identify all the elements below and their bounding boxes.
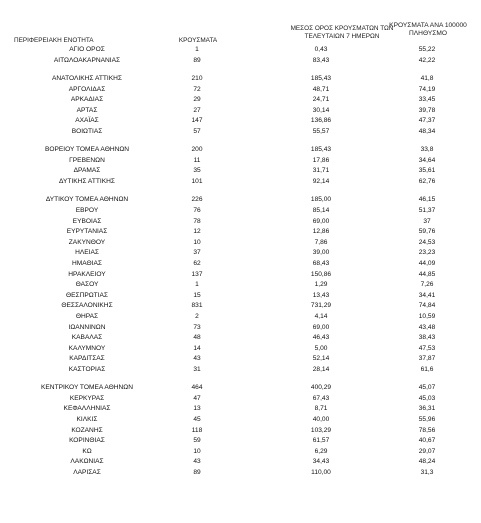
table-row xyxy=(0,280,481,291)
cases-cell: 76 xyxy=(193,206,201,214)
region-cell: ΚΑΛΥΜΝΟΥ xyxy=(68,344,106,352)
per-100k-cell: 45,07 xyxy=(418,384,436,392)
cases-cell: 147 xyxy=(191,117,203,125)
table-row xyxy=(0,333,481,344)
region-cell: ΚΟΖΑΝΗΣ xyxy=(71,426,103,434)
table-row xyxy=(0,404,481,415)
average-cell: 17,86 xyxy=(312,156,330,164)
header-per100k-line1: ΚΡΟΥΣΜΑΤΑ ΑΝΑ 100000 xyxy=(389,22,467,29)
region-cell: ΚΕΡΚΥΡΑΣ xyxy=(69,394,105,402)
table-row xyxy=(0,259,481,270)
cases-cell: 200 xyxy=(191,146,203,154)
table-row xyxy=(0,206,481,217)
average-cell: 55,57 xyxy=(312,127,330,135)
cases-cell: 2 xyxy=(195,312,199,320)
average-cell: 61,57 xyxy=(312,437,330,445)
per-100k-cell: 37,87 xyxy=(418,355,436,363)
table-row xyxy=(0,457,481,468)
table-row xyxy=(0,447,481,458)
per-100k-cell: 35,61 xyxy=(418,167,436,175)
table-row xyxy=(0,156,481,167)
region-cell: ΓΡΕΒΕΝΩΝ xyxy=(69,156,105,164)
average-cell: 52,14 xyxy=(312,355,330,363)
average-cell: 150,86 xyxy=(310,270,332,278)
per-100k-cell: 48,34 xyxy=(418,127,436,135)
region-cell: ΛΑΡΙΣΑΣ xyxy=(73,469,101,476)
table-row xyxy=(0,394,481,405)
region-cell: ΘΗΡΑΣ xyxy=(75,312,99,320)
region-cell: ΘΑΣΟΥ xyxy=(75,281,99,289)
table-row xyxy=(0,217,481,228)
average-cell: 103,29 xyxy=(310,426,332,434)
per-100k-cell: 51,37 xyxy=(418,206,436,214)
per-100k-cell: 48,24 xyxy=(418,458,436,466)
cases-cell: 27 xyxy=(193,106,201,114)
header-per-100k xyxy=(378,22,478,37)
cases-cell: 29 xyxy=(193,96,201,104)
table-row xyxy=(0,127,481,138)
cases-cell: 101 xyxy=(191,178,203,185)
table-row xyxy=(0,365,481,376)
table-row xyxy=(0,383,481,394)
cases-cell: 78 xyxy=(193,217,201,225)
region-cell: ΕΥΒΟΙΑΣ xyxy=(72,217,102,225)
region-cell: ΚΑΒΑΛΑΣ xyxy=(71,334,103,342)
per-100k-cell: 55,96 xyxy=(418,416,436,423)
per-100k-cell: 41,8 xyxy=(420,74,434,82)
table-row xyxy=(0,95,481,106)
average-cell: 6,29 xyxy=(314,447,328,455)
per-100k-cell: 78,56 xyxy=(418,426,436,434)
cases-cell: 31 xyxy=(193,365,201,373)
cases-cell: 59 xyxy=(193,437,201,445)
table-row xyxy=(0,301,481,312)
per-100k-cell: 24,53 xyxy=(418,238,436,246)
table-row xyxy=(0,238,481,249)
table-row xyxy=(0,166,481,177)
region-cell: ΙΩΑΝΝΙΝΩΝ xyxy=(68,323,106,331)
average-cell: 185,43 xyxy=(310,74,332,82)
per-100k-cell: 40,67 xyxy=(418,437,436,445)
average-cell: 110,00 xyxy=(311,469,331,476)
table-row xyxy=(0,177,481,188)
average-cell: 69,00 xyxy=(312,217,330,225)
table-row xyxy=(0,323,481,334)
table-row xyxy=(0,312,481,323)
table-row xyxy=(0,227,481,238)
cases-cell: 62 xyxy=(193,259,201,267)
average-cell: 40,00 xyxy=(312,416,330,423)
region-cell: ΔΥΤΙΚΗΣ ΑΤΤΙΚΗΣ xyxy=(59,178,115,185)
per-100k-cell: 38,43 xyxy=(418,334,436,342)
per-100k-cell: 43,48 xyxy=(418,323,436,331)
table-row xyxy=(0,468,481,479)
per-100k-cell: 74,84 xyxy=(418,302,436,310)
per-100k-cell: 33,45 xyxy=(418,96,436,104)
region-cell: ΗΛΕΙΑΣ xyxy=(75,249,99,257)
per-100k-cell: 61,6 xyxy=(420,365,434,373)
per-100k-cell: 33,8 xyxy=(420,146,434,154)
average-cell: 400,29 xyxy=(310,384,332,392)
average-cell: 24,71 xyxy=(312,96,330,104)
average-cell: 5,00 xyxy=(314,344,328,352)
table-row xyxy=(0,291,481,302)
per-100k-cell: 29,07 xyxy=(418,447,436,455)
region-cell: ΕΥΡΥΤΑΝΙΑΣ xyxy=(66,228,108,236)
average-cell: 30,14 xyxy=(312,106,330,114)
per-100k-cell: 34,64 xyxy=(418,156,436,164)
cases-cell: 37 xyxy=(193,249,201,257)
cases-cell: 89 xyxy=(193,56,201,64)
table-row xyxy=(0,344,481,355)
region-cell: ΖΑΚΥΝΘΟΥ xyxy=(68,238,106,246)
cases-cell: 210 xyxy=(191,74,203,82)
per-100k-cell: 44,85 xyxy=(418,270,436,278)
average-cell: 13,43 xyxy=(312,291,330,299)
header-avg-line1: ΜΕΣΟΣ ΟΡΟΣ ΚΡΟΥΣΜΑΤΩΝ ΤΩΝ xyxy=(290,25,394,32)
header-cases: ΚΡΟΥΣΜΑΤΑ xyxy=(178,37,218,44)
average-cell: 85,14 xyxy=(312,206,330,214)
region-cell: ΑΧΑΪΑΣ xyxy=(75,117,99,125)
region-cell: ΒΟΙΩΤΙΑΣ xyxy=(71,127,103,135)
average-cell: 136,86 xyxy=(310,117,332,125)
cases-cell: 15 xyxy=(193,291,201,299)
cases-cell: 12 xyxy=(193,228,201,236)
table-row xyxy=(0,106,481,117)
cases-cell: 43 xyxy=(193,458,201,466)
cases-cell: 48 xyxy=(193,334,201,342)
average-cell: 39,00 xyxy=(312,249,330,257)
per-100k-cell: 39,78 xyxy=(418,106,436,114)
per-100k-cell: 37 xyxy=(423,217,431,225)
average-cell: 7,86 xyxy=(314,238,328,246)
region-cell: ΚΑΣΤΟΡΙΑΣ xyxy=(68,365,106,373)
header-per100k-line2: ΠΛΗΘΥΣΜΟ xyxy=(409,29,447,37)
cases-cell: 14 xyxy=(193,344,201,352)
per-100k-cell: 36,31 xyxy=(418,405,436,413)
average-cell: 92,14 xyxy=(312,178,330,185)
per-100k-cell: 62,76 xyxy=(418,178,436,185)
average-cell: 48,71 xyxy=(312,85,330,93)
cases-cell: 13 xyxy=(193,405,201,413)
per-100k-cell: 47,53 xyxy=(418,344,436,352)
average-cell: 8,71 xyxy=(314,405,328,413)
table-row xyxy=(0,56,481,67)
table-row xyxy=(0,85,481,96)
cases-cell: 1 xyxy=(195,46,199,53)
table-row xyxy=(0,436,481,447)
table-row xyxy=(0,415,481,426)
region-cell: ΑΝΑΤΟΛΙΚΗΣ ΑΤΤΙΚΗΣ xyxy=(52,74,122,82)
region-cell: ΔΥΤΙΚΟΥ ΤΟΜΕΑ ΑΘΗΝΩΝ xyxy=(45,196,129,204)
per-100k-cell: 31,3 xyxy=(420,469,434,476)
region-cell: ΘΕΣΣΑΛΟΝΙΚΗΣ xyxy=(61,302,113,310)
cases-cell: 89 xyxy=(193,469,201,476)
average-cell: 46,43 xyxy=(312,334,330,342)
region-cell: ΚΕΝΤΡΙΚΟΥ ΤΟΜΕΑ ΑΘΗΝΩΝ xyxy=(41,384,133,392)
average-cell: 28,14 xyxy=(312,365,330,373)
table-row xyxy=(0,248,481,259)
average-cell: 185,43 xyxy=(310,146,332,154)
region-cell: ΚΕΦΑΛΛΗΝΙΑΣ xyxy=(63,405,111,413)
per-100k-cell: 34,41 xyxy=(418,291,436,299)
table-row xyxy=(0,426,481,437)
header-avg-line2: ΤΕΛΕΥΤΑΙΩΝ 7 ΗΜΕΡΩΝ xyxy=(304,32,380,40)
region-cell: ΚΑΡΔΙΤΣΑΣ xyxy=(69,355,105,363)
region-cell: ΑΓΙΟ ΟΡΟΣ xyxy=(69,46,105,53)
region-cell: ΘΕΣΠΡΩΤΙΑΣ xyxy=(65,291,109,299)
region-cell: ΚΟΡΙΝΘΙΑΣ xyxy=(69,437,105,445)
average-cell: 0,43 xyxy=(314,46,328,53)
per-100k-cell: 23,23 xyxy=(418,249,436,257)
table-row xyxy=(0,354,481,365)
cases-cell: 72 xyxy=(193,85,201,93)
cases-cell: 73 xyxy=(193,323,201,331)
average-cell: 83,43 xyxy=(312,56,330,64)
cases-cell: 11 xyxy=(193,156,201,164)
cases-cell: 464 xyxy=(191,384,203,392)
average-cell: 12,86 xyxy=(312,228,330,236)
per-100k-cell: 59,76 xyxy=(418,228,436,236)
cases-cell: 45 xyxy=(193,416,201,423)
per-100k-cell: 46,15 xyxy=(418,196,436,204)
cases-cell: 118 xyxy=(191,426,203,434)
cases-cell: 10 xyxy=(193,447,201,455)
region-cell: ΑΡΚΑΔΙΑΣ xyxy=(70,96,104,104)
average-cell: 1,29 xyxy=(314,281,328,289)
region-cell: ΗΜΑΘΙΑΣ xyxy=(72,259,102,267)
table-row xyxy=(0,195,481,206)
table-row xyxy=(0,145,481,156)
per-100k-cell: 42,22 xyxy=(418,56,436,64)
average-cell: 4,14 xyxy=(314,312,328,320)
region-cell: ΚΩ xyxy=(82,447,92,455)
region-cell: ΔΡΑΜΑΣ xyxy=(73,167,101,175)
per-100k-cell: 45,03 xyxy=(418,394,436,402)
average-cell: 185,00 xyxy=(310,196,332,204)
average-cell: 68,43 xyxy=(312,259,330,267)
average-cell: 31,71 xyxy=(312,167,330,175)
cases-cell: 57 xyxy=(193,127,201,135)
region-cell: ΚΙΛΚΙΣ xyxy=(76,416,98,423)
per-100k-cell: 74,19 xyxy=(418,85,436,93)
cases-cell: 831 xyxy=(191,302,203,310)
per-100k-cell: 7,26 xyxy=(420,281,434,289)
region-cell: ΒΟΡΕΙΟΥ ΤΟΜΕΑ ΑΘΗΝΩΝ xyxy=(44,146,130,154)
average-cell: 34,43 xyxy=(312,458,330,466)
cases-cell: 35 xyxy=(193,167,201,175)
region-cell: ΑΡΤΑΣ xyxy=(76,106,98,114)
per-100k-cell: 44,09 xyxy=(418,259,436,267)
per-100k-cell: 47,37 xyxy=(418,117,436,125)
table-row xyxy=(0,45,481,56)
region-cell: ΕΒΡΟΥ xyxy=(75,206,99,214)
region-cell: ΑΡΓΟΛΙΔΑΣ xyxy=(68,85,106,93)
cases-cell: 47 xyxy=(193,394,201,402)
cases-cell: 1 xyxy=(195,281,199,289)
region-cell: ΑΙΤΩΛΟΑΚΑΡΝΑΝΙΑΣ xyxy=(53,56,121,64)
average-cell: 69,00 xyxy=(312,323,330,331)
per-100k-cell: 10,59 xyxy=(418,312,436,320)
table-row xyxy=(0,116,481,127)
table-row xyxy=(0,74,481,85)
average-cell: 67,43 xyxy=(312,394,330,402)
table-row xyxy=(0,270,481,281)
header-region: ΠΕΡΙΦΕΡΕΙΑΚΗ ΕΝΟΤΗΤΑ xyxy=(14,37,94,44)
cases-cell: 43 xyxy=(193,355,201,363)
cases-cell: 10 xyxy=(193,238,201,246)
region-cell: ΗΡΑΚΛΕΙΟΥ xyxy=(68,270,106,278)
cases-cell: 137 xyxy=(191,270,203,278)
region-cell: ΛΑΚΩΝΙΑΣ xyxy=(70,458,104,466)
average-cell: 731,29 xyxy=(310,302,332,310)
per-100k-cell: 55,22 xyxy=(418,46,436,53)
cases-cell: 226 xyxy=(191,196,203,204)
